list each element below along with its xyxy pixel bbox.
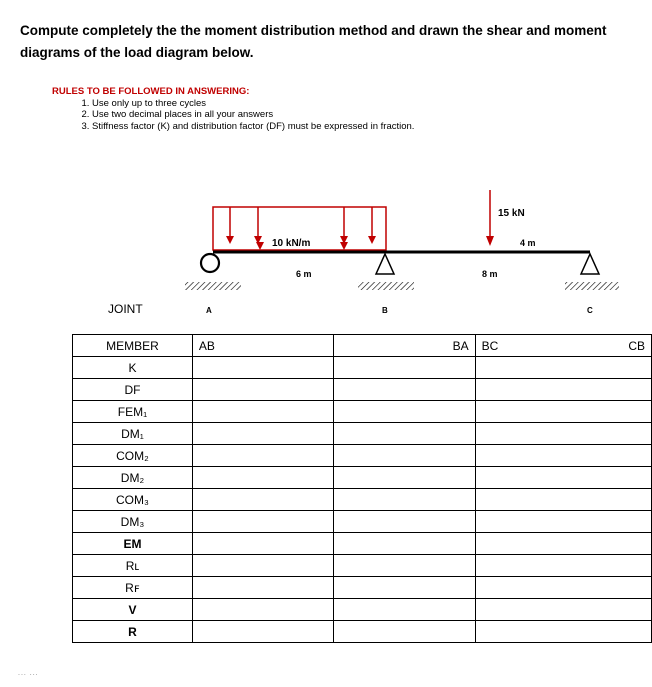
rule-item: 2. Use two decimal places in all your answers [92,109,414,121]
cell[interactable] [475,401,651,423]
rule-item: 1. Use only up to three cycles [92,98,414,110]
support-b-label: B [382,306,388,315]
cell[interactable] [334,621,475,643]
cell[interactable] [192,357,333,379]
cell[interactable] [192,577,333,599]
cell[interactable] [192,599,333,621]
support-a-label: A [206,306,212,315]
cell[interactable] [475,357,651,379]
cell[interactable] [192,621,333,643]
member-label: MEMBER [73,335,193,357]
cell[interactable] [334,423,475,445]
cell[interactable] [192,445,333,467]
cell[interactable] [475,577,651,599]
udl-label: 10 kN/m [272,238,311,249]
cell[interactable] [475,467,651,489]
support-b-pin [358,254,414,290]
cell[interactable] [334,533,475,555]
rules-title: RULES TO BE FOLLOWED IN ANSWERING: [52,86,250,97]
table-row [73,577,652,599]
row-label: DF [73,379,193,401]
row-label: DM₁ [73,423,193,445]
cell[interactable] [334,467,475,489]
cell[interactable] [334,599,475,621]
cell[interactable] [475,511,651,533]
question-text: Compute completely the the moment distribution method and drawn the shear and moment diagrams of the load diagram below. [20,23,607,60]
row-label: Rʟ [73,555,193,577]
row-label: V [73,599,193,621]
load-offset-label: 4 m [520,238,536,248]
member-bc-text: BC [481,338,499,353]
support-c-label: C [587,306,593,315]
cell[interactable] [475,555,651,577]
table-row [73,357,652,379]
cell[interactable] [334,401,475,423]
joint-label: JOINT [108,302,143,316]
table-row [73,445,652,467]
table-row [73,555,652,577]
cell[interactable] [334,511,475,533]
cell[interactable] [334,379,475,401]
row-label: EM [73,533,193,555]
row-label: DM₂ [73,467,193,489]
member-cb-text: CB [628,338,645,353]
rule-item: 3. Stiffness factor (K) and distribution factor (DF) must be expressed in fraction. [92,121,414,133]
moment-distribution-table [72,334,652,643]
support-a-roller [185,254,241,290]
cell[interactable] [192,379,333,401]
row-label: R [73,621,193,643]
row-label: COM₃ [73,489,193,511]
cell[interactable] [475,533,651,555]
member-ba-text: BA [452,338,469,353]
cell[interactable] [192,533,333,555]
point-load-arrow [486,190,494,246]
row-label: Rꜰ [73,577,193,599]
cell[interactable] [475,599,651,621]
table-row [73,511,652,533]
cell[interactable] [475,489,651,511]
point-load-label: 15 kN [498,208,525,219]
cell[interactable] [334,577,475,599]
member-ab-text: AB [198,338,215,353]
table-row [73,423,652,445]
load-diagram [0,180,652,300]
cell[interactable] [475,445,651,467]
row-label: K [73,357,193,379]
rules-list [52,98,414,133]
table-row [73,379,652,401]
cell[interactable] [192,401,333,423]
member-row [73,335,652,357]
span-ab-label: 6 m [296,269,312,279]
cell[interactable] [192,467,333,489]
member-ab [192,335,333,357]
cell[interactable] [192,423,333,445]
table-row [73,599,652,621]
table-row [73,533,652,555]
cell[interactable] [334,357,475,379]
cell[interactable] [192,511,333,533]
cell[interactable] [192,555,333,577]
span-bc-label: 8 m [482,269,498,279]
table-row [73,621,652,643]
row-label: COM₂ [73,445,193,467]
cell[interactable] [475,423,651,445]
row-label: FEM₁ [73,401,193,423]
row-label: DM₃ [73,511,193,533]
footnote: ... ... [18,670,39,677]
cell[interactable] [334,555,475,577]
rules-block [52,86,414,132]
member-bc-cb [475,335,651,357]
cell[interactable] [475,379,651,401]
cell[interactable] [192,489,333,511]
table-row [73,401,652,423]
member-ba [334,335,475,357]
table-row [73,489,652,511]
cell[interactable] [334,445,475,467]
support-c-pin [565,254,619,290]
table-row [73,467,652,489]
cell[interactable] [475,621,651,643]
joint-row [0,302,652,322]
cell[interactable] [334,489,475,511]
